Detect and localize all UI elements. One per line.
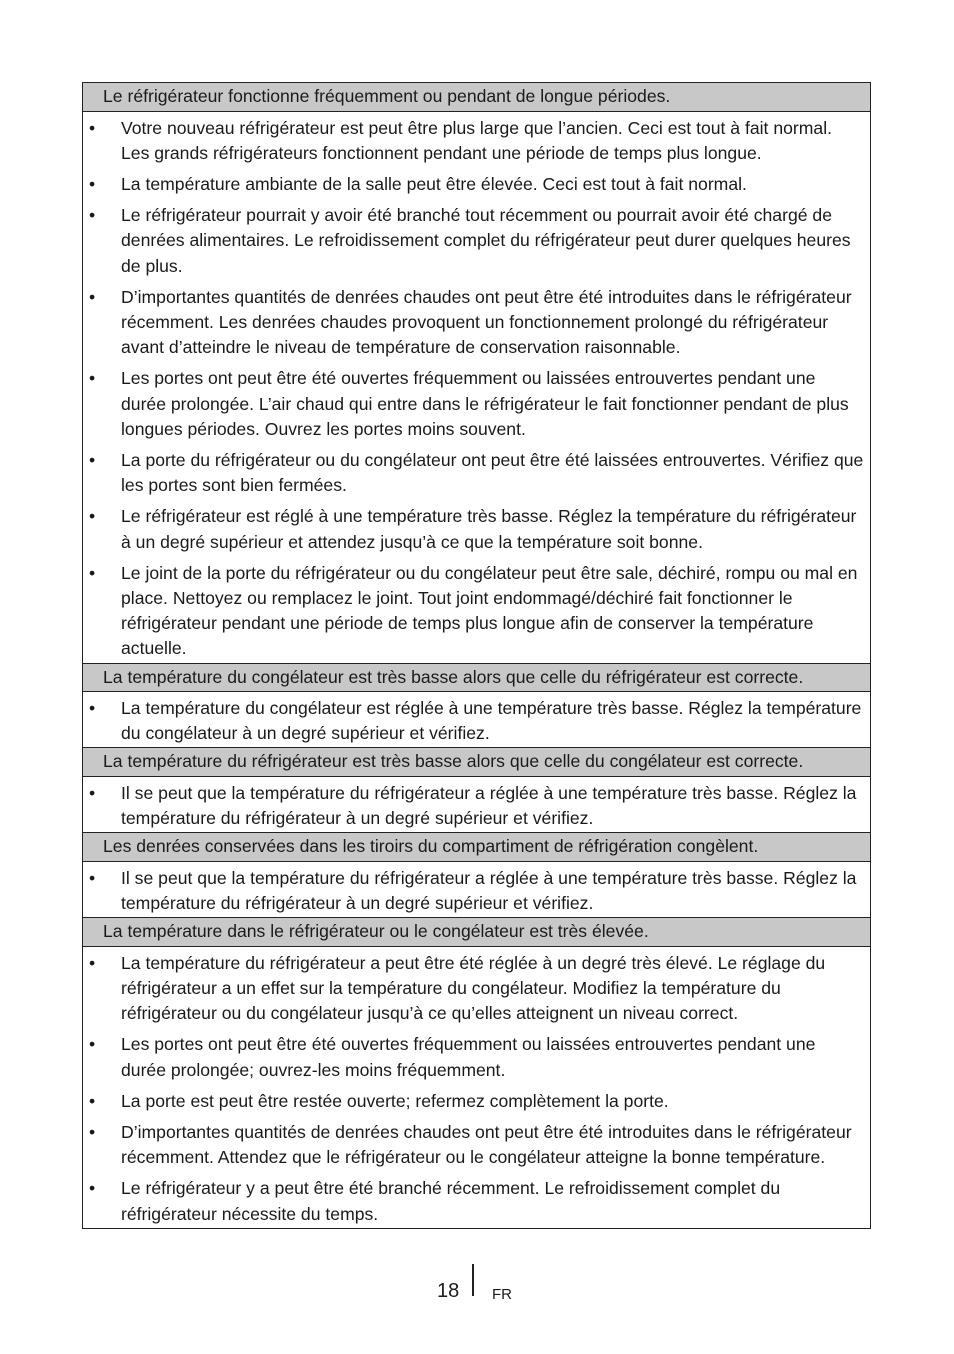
- list-item: [83, 951, 870, 1027]
- bullet-icon: •: [89, 1122, 96, 1142]
- bullet-icon: •: [89, 117, 96, 138]
- bullet-icon: •: [89, 698, 96, 719]
- section-body: [83, 692, 870, 748]
- bullet-icon: •: [89, 1090, 96, 1111]
- bullet-icon: •: [89, 867, 96, 888]
- list-item-text: La température ambiante de la salle peut être élevée. Ceci est tout à fait normal.: [121, 173, 747, 194]
- list-item-text: Les portes ont peut être été ouvertes fréquemment ou laissées entrouvertes pendant une durée prolongée; ouvrez-les moins fréquemment.: [121, 1034, 816, 1080]
- footer-divider: [472, 1264, 474, 1296]
- list-item-text: La porte du réfrigérateur ou du congélateur ont peut être été laissées entrouvertes. Vérifiez que les portes sont bien fermées.: [121, 449, 864, 496]
- list-item-text: D’importantes quantités de denrées chaudes ont peut être été introduites dans le réfrigérateur récemment. Les denrées chaudes provoquent un fonctionnement prolongé du réfrigérateur avant d’atteindre le niveau de température de conservation raisonnable.: [121, 286, 852, 358]
- page-footer: [0, 1264, 954, 1314]
- section-header-text: Les denrées conservées dans les tiroirs du compartiment de réfrigération congèlent.: [103, 836, 759, 857]
- list-item: [83, 781, 870, 831]
- bullet-icon: •: [89, 952, 96, 973]
- troubleshooting-table: [82, 82, 871, 1229]
- list-item: [83, 203, 870, 279]
- list-item-text: Les portes ont peut être été ouvertes fréquemment ou laissées entrouvertes pendant une durée prolongée. L’air chaud qui entre dans le réfrigérateur le fait fonctionner pendant de plus longues périodes. Ouvrez les portes moins souvent.: [121, 368, 849, 439]
- bullet-icon: •: [89, 449, 96, 470]
- list-item-text: Le joint de la porte du réfrigérateur ou du congélateur peut être sale, déchiré, rompu ou mal en place. Nettoyez ou remplacez le joint. Tout joint endommagé/déchiré fait fonctionner le réfrigérateur pendant une période de temps plus longue afin de conserver la température actuelle.: [121, 562, 858, 659]
- bullet-icon: •: [89, 173, 96, 194]
- bullet-icon: •: [89, 782, 96, 803]
- section-header: [83, 748, 870, 777]
- bullet-icon: •: [89, 1034, 96, 1055]
- list-item: [83, 448, 870, 498]
- list-item: [83, 561, 870, 662]
- list-item-text: Il se peut que la température du réfrigérateur a réglée à une température très basse. Réglez la température du réfrigérateur à un degré supérieur et vérifiez.: [121, 867, 857, 914]
- section-header: [83, 664, 870, 693]
- section-body: [83, 777, 870, 833]
- list-item: [83, 1120, 870, 1170]
- section-header: [83, 918, 870, 947]
- section-header: [83, 833, 870, 862]
- list-item: [83, 1032, 870, 1082]
- page-number: 18: [437, 1280, 460, 1302]
- list-item: [83, 116, 870, 166]
- bullet-icon: •: [89, 506, 96, 527]
- list-item-text: D’importantes quantités de denrées chaudes ont peut être été introduites dans le réfrigérateur récemment. Attendez que le réfrigérateur ou le congélateur atteigne la bonne température.: [121, 1122, 852, 1168]
- section-body: [83, 862, 870, 918]
- list-item: [83, 1089, 870, 1114]
- list-item: [83, 172, 870, 197]
- section-header-text: Le réfrigérateur fonctionne fréquemment ou pendant de longue périodes.: [103, 86, 671, 106]
- section-header-text: La température du réfrigérateur est très basse alors que celle du congélateur est correcte.: [103, 751, 804, 772]
- list-item: [83, 285, 870, 361]
- bullet-icon: •: [89, 205, 96, 226]
- section-body: [83, 947, 870, 1228]
- list-item-text: Le réfrigérateur est réglé à une température très basse. Réglez la température du réfrigérateur à un degré supérieur et attendez jusqu’à ce que la température soit bonne.: [121, 506, 857, 552]
- bullet-icon: •: [89, 286, 96, 307]
- list-item-text: Votre nouveau réfrigérateur est peut être plus large que l’ancien. Ceci est tout à fait normal. Les grands réfrigérateurs fonctionnent pendant une période de temps plus longue.: [121, 117, 833, 163]
- section-body: [83, 112, 870, 664]
- list-item: [83, 1176, 870, 1226]
- bullet-icon: •: [89, 562, 96, 583]
- bullet-icon: •: [89, 368, 96, 389]
- list-item-text: La porte est peut être restée ouverte; refermez complètement la porte.: [121, 1090, 669, 1111]
- section-header: [83, 83, 870, 112]
- list-item-text: La température du réfrigérateur a peut être été réglée à un degré très élevé. Le réglage du réfrigérateur a un effet sur la température du congélateur. Modifiez la température du réfrigérateur ou du congélateur jusqu’à ce qu’elles atteignent un niveau correct.: [121, 952, 826, 1024]
- bullet-icon: •: [89, 1178, 96, 1199]
- language-code: FR: [492, 1286, 512, 1303]
- section-header-text: La température dans le réfrigérateur ou le congélateur est très élevée.: [103, 921, 649, 942]
- section-header-text: La température du congélateur est très basse alors que celle du réfrigérateur est correcte.: [103, 666, 804, 687]
- list-item-text: Le réfrigérateur pourrait y avoir été branché tout récemment ou pourrait avoir été chargé de denrées alimentaires. Le refroidissement complet du réfrigérateur peut durer quelques heures de plus.: [121, 205, 851, 276]
- list-item: [83, 366, 870, 442]
- list-item-text: Il se peut que la température du réfrigérateur a réglée à une température très basse. Réglez la température du réfrigérateur à un degré supérieur et vérifiez.: [121, 782, 857, 829]
- list-item-text: La température du congélateur est réglée à une température très basse. Réglez la température du congélateur à un degré supérieur et vérifiez.: [121, 698, 862, 744]
- list-item: [83, 696, 870, 746]
- list-item: [83, 504, 870, 554]
- list-item: [83, 866, 870, 916]
- list-item-text: Le réfrigérateur y a peut être été branché récemment. Le refroidissement complet du réfrigérateur nécessite du temps.: [121, 1178, 781, 1224]
